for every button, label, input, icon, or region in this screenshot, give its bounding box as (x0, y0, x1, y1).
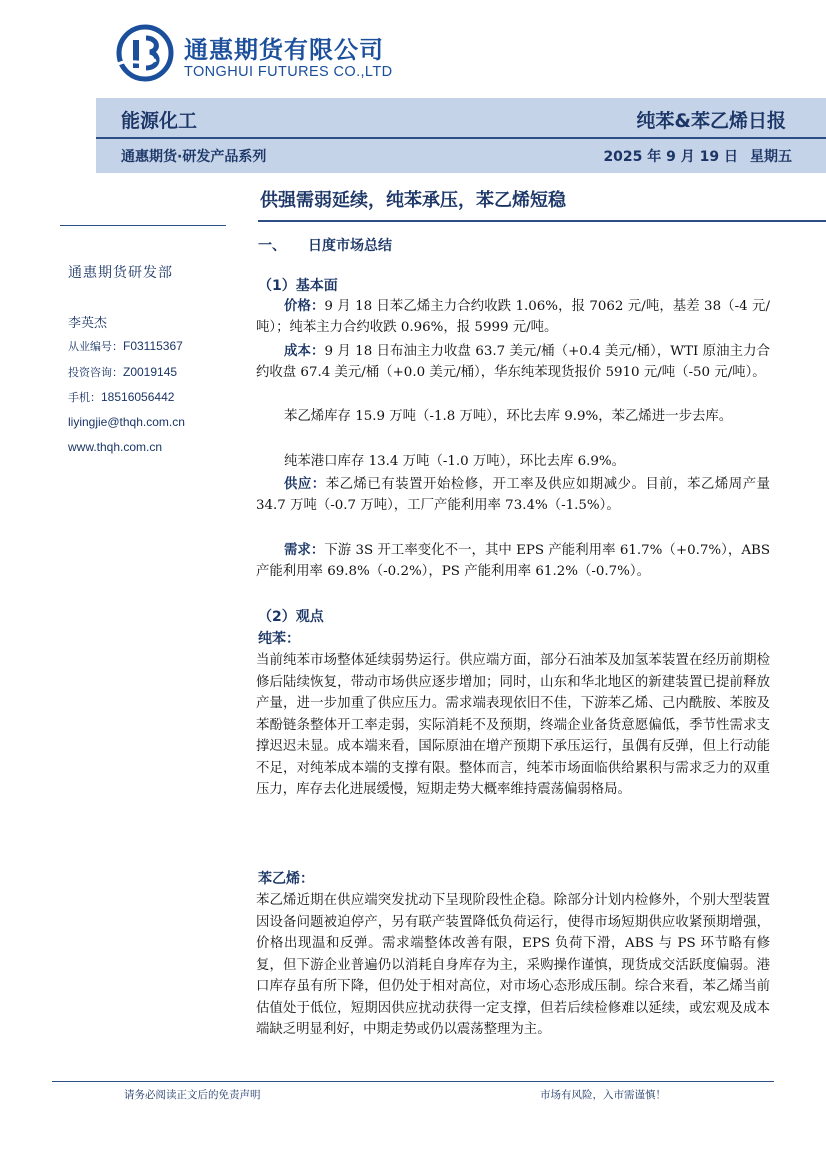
supply-text: 苯乙烯已有装置开始检修，开工率及供应如期减少。目前，苯乙烯周产量 34.7 万吨（-0.7 万吨），工厂产能利用率 73.4%（-1.5%）。 (256, 477, 770, 514)
demand-label: 需求： (284, 543, 325, 558)
styrene-view: 苯乙烯近期在供应端突发扰动下呈现阶段性企稳。除部分计划内检修外，个别大型装置因设备问题被迫停产，另有联产装置降低负荷运行，使得市场短期供应收紧预期增强，价格出现温和反弹。需求端整体改善有限，EPS 负荷下滑，ABS 与 PS 环节略有修复，但下游企业普遍仍以消耗自身库存为主，采购操作谨慎，现货成交活跃度偏弱。港口库存虽有所下降，但仍处于相对高位，对市场心态形成压制。综合来看，苯乙烯当前估值处于低位，短期因供应扰动获得一定支撑，但若后续检修难以延续，或宏观及成本端缺乏明显利好，中期走势或仍以震荡整理为主。 (256, 893, 770, 1037)
benzene-heading: 纯苯： (258, 631, 300, 647)
phone-label: 手机： (68, 391, 101, 404)
report-date (603, 146, 792, 166)
report-category: 能源化工 (121, 110, 198, 132)
company-name-en: TONGHUI FUTURES CO.,LTD (184, 64, 393, 80)
report-series: 通惠期货·研发产品系列 (121, 149, 267, 165)
cost-paragraph (256, 341, 770, 384)
advisor-value: Z0019145 (123, 365, 178, 379)
sidebar-divider (60, 225, 226, 226)
styrene-heading: 苯乙烯： (258, 871, 314, 887)
section-number: 一、 (258, 238, 286, 254)
demand-paragraph (256, 540, 770, 583)
email-link[interactable]: liyingjie@thqh.com.cn (68, 415, 185, 429)
footer-risk-notice: 市场有风险，入市需谨慎！ (540, 1089, 666, 1101)
price-paragraph (256, 296, 770, 339)
advisor-label: 投资咨询： (68, 366, 123, 379)
price-label: 价格： (284, 299, 325, 314)
subsection-fundamentals: （1）基本面 (258, 278, 338, 294)
page-title: 供强需弱延续，纯苯承压，苯乙烯短稳 (260, 190, 566, 211)
phone-row (68, 389, 174, 405)
company-name-cn: 通惠期货有限公司 (184, 36, 384, 64)
company-logo (116, 24, 416, 86)
styrene-inventory-paragraph: 苯乙烯库存 15.9 万吨（-1.8 万吨），环比去库 9.9%，苯乙烯进一步去库。 (284, 409, 733, 424)
subsection-views: （2）观点 (258, 609, 324, 625)
header-divider (96, 137, 826, 139)
website-link[interactable]: www.thqh.com.cn (68, 440, 163, 454)
price-text: 9 月 18 日苯乙烯主力合约收跌 1.06%，报 7062 元/吨，基差 38（-4 元/吨）；纯苯主力合约收跌 0.96%，报 5999 元/吨。 (256, 299, 771, 336)
weekday-text: 星期五 (750, 149, 792, 165)
phone-value: 18516056442 (101, 390, 175, 404)
demand-text: 下游 3S 开工率变化不一，其中 EPS 产能利用率 61.7%（+0.7%），ABS 产能利用率 69.8%（-0.2%），PS 产能利用率 61.2%（-0.7%）。 (256, 543, 771, 580)
benzene-view: 当前纯苯市场整体延续弱势运行。供应端方面，部分石油苯及加氢苯装置在经历前期检修后陆续恢复，带动市场供应逐步增加；同时，山东和华北地区的新建装置已提前释放产量，进一步加重了供应压力。需求端表现依旧不佳，下游苯乙烯、己内酰胺、苯胺及苯酚链条整体开工率走弱，实际消耗不及预期，终端企业备货意愿偏低，季节性需求支撑迟迟未显。成本端来看，国际原油在增产预期下承压运行，虽偶有反弹，但上行动能不足，对纯苯成本端的支撑有限。整体而言，纯苯市场面临供给累积与需求乏力的双重压力，库存去化进展缓慢，短期走势大概率维持震荡偏弱格局。 (256, 653, 770, 797)
sidebar-department: 通惠期货研发部 (68, 265, 173, 281)
section-heading (258, 235, 392, 255)
footer-disclaimer: 请务必阅读正文后的免责声明 (124, 1089, 261, 1101)
supply-label: 供应： (284, 477, 326, 492)
date-text: 2025 年 9 月 19 日 (603, 149, 738, 165)
license-label: 从业编号： (68, 340, 123, 353)
footer-divider (52, 1081, 774, 1082)
cost-text: 9 月 18 日布油主力收盘 63.7 美元/桶（+0.4 美元/桶），WTI 原油主力合约收盘 67.4 美元/桶（+0.0 美元/桶），华东纯苯现货报价 5910 元/吨（-50 元/吨）。 (256, 344, 770, 381)
license-value: F03115367 (123, 339, 183, 353)
supply-paragraph (256, 474, 770, 517)
cost-label: 成本： (284, 344, 325, 359)
report-name: 纯苯&苯乙烯日报 (636, 110, 786, 132)
section-title: 日度市场总结 (308, 238, 392, 254)
license-row (68, 338, 183, 354)
company-logo-icon (116, 24, 174, 82)
benzene-inventory-paragraph: 纯苯港口库存 13.4 万吨（-1.0 万吨），环比去库 6.9%。 (284, 454, 626, 469)
title-divider (258, 220, 826, 222)
analyst-name: 李英杰 (68, 316, 108, 331)
advisor-row (68, 364, 177, 380)
